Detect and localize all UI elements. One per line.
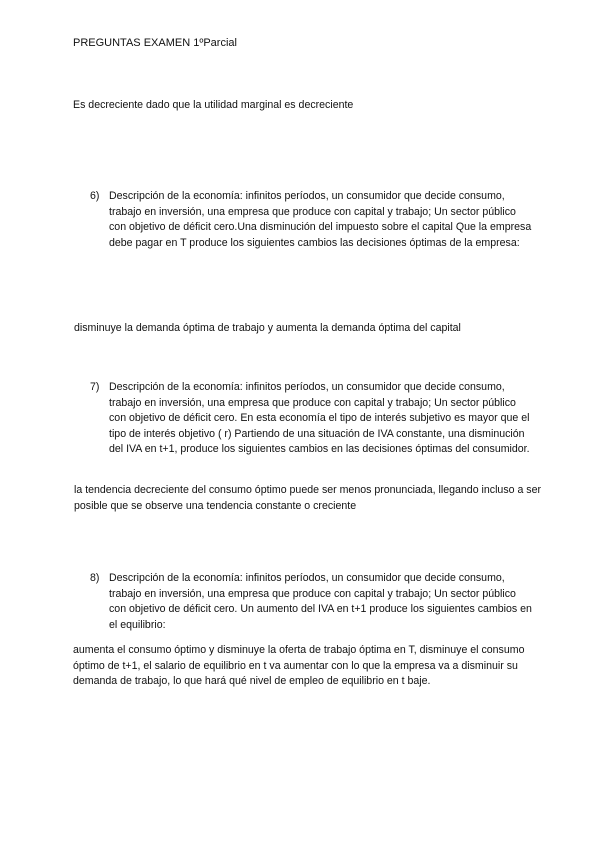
page-header: PREGUNTAS EXAMEN 1ºParcial [73, 37, 237, 49]
answer-7: la tendencia decreciente del consumo óptimo puede ser menos pronunciada, llegando incluso a ser posible que se observe una tendencia constante o creciente [74, 484, 542, 512]
question-number: 6) [90, 190, 100, 202]
question-text: Descripción de la economía: infinitos períodos, un consumidor que decide consumo, trabajo en inversión, una empresa que produce con capital y trabajo; Un sector público con objetivo de déficit cero. En esta economía el tipo de interés subjetivo es mayor que el tipo de interés objetivo ( r) Partiendo de una situación de IVA constante, una disminución del IVA en t+1, produce los siguientes cambios en las decisiones óptimas del consumidor. [109, 381, 530, 455]
question-text: Descripción de la economía: infinitos períodos, un consumidor que decide consumo, trabajo en inversión, una empresa que produce con capital y trabajo; Un sector público con objetivo de déficit cero. Un aumento del IVA en t+1 produce los siguientes cambios en el equilibrio: [109, 572, 532, 631]
question-number: 7) [90, 381, 100, 393]
question-number: 8) [90, 572, 100, 584]
answer-6: disminuye la demanda óptima de trabajo y aumenta la demanda óptima del capital [74, 322, 461, 334]
question-text: Descripción de la economía: infinitos períodos, un consumidor que decide consumo, trabajo en inversión, una empresa que produce con capital y trabajo; Un sector público con objetivo de déficit cero.Una disminución del impuesto sobre el capital Que la empresa debe pagar en T produce los siguientes cambios las decisiones óptimas de la empresa: [109, 190, 532, 249]
answer-8: aumenta el consumo óptimo y disminuye la oferta de trabajo óptima en T, disminuye el consumo óptimo de t+1, el salario de equilibrio en t va aumentar con lo que la empresa va a disminuir su demanda de trabajo, lo que hará qué nivel de empleo de equilibrio en t baje. [73, 644, 525, 687]
answer-intro: Es decreciente dado que la utilidad marginal es decreciente [73, 99, 354, 111]
